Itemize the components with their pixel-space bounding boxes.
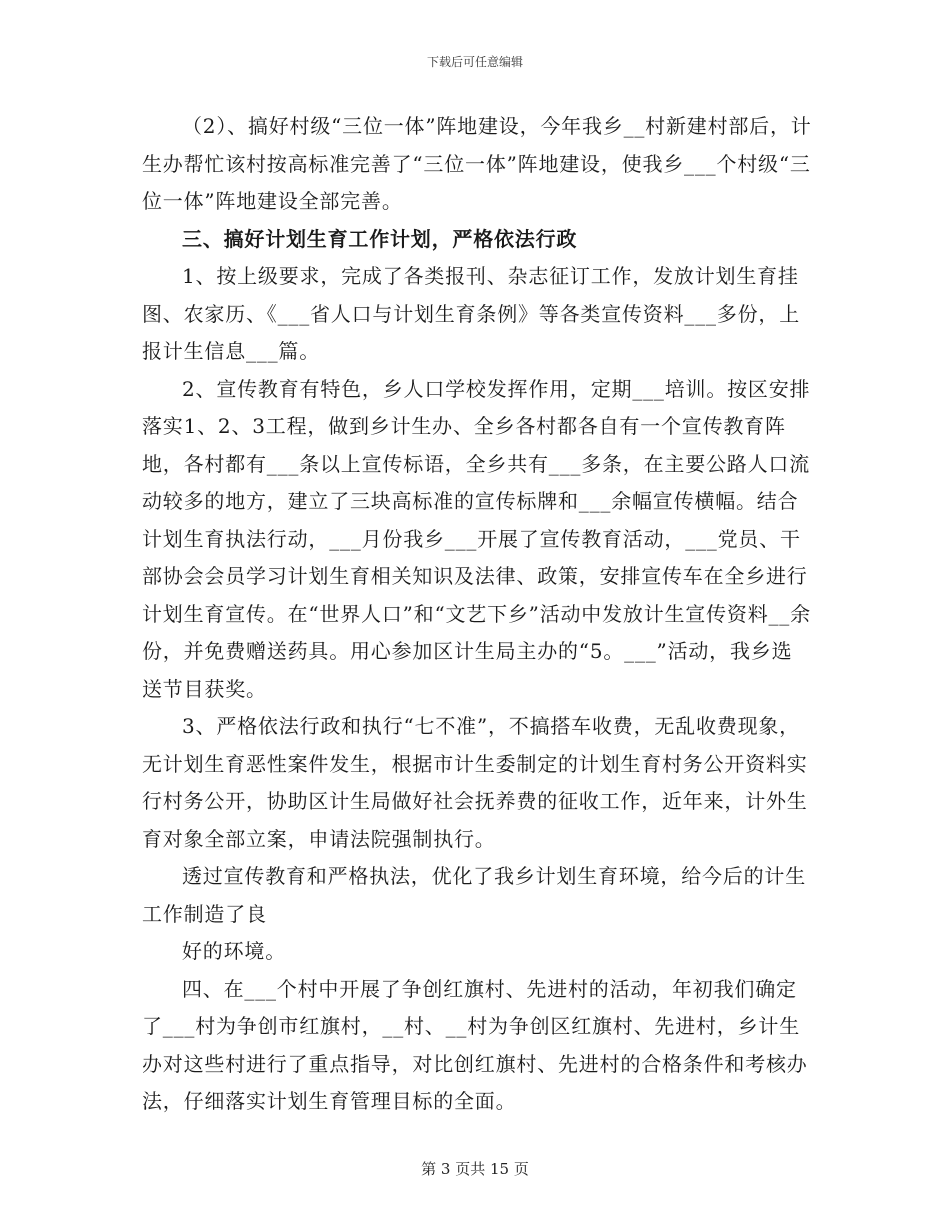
section-heading-3: 三、搞好计划生育工作计划，严格依法行政 (182, 226, 578, 251)
paragraph-3: 2、宣传教育有特色，乡人口学校发挥作用，定期___培训。按区安排落实1、2、3工程，做到乡计生办、全乡各村都各自有一个宣传教育阵地，各村都有___条以上宣传标语，全乡共有___多条，在主要公路人口流动较多的地方，建立了三块高标准的宣传标牌和___余幅宣传横幅。结合计划生育执法行动，___月份我乡___开展了宣传教育活动，___党员、干部协会会员学习计划生育相关知识及法律、政策，安排宣传车在全乡进行计划生育宣传。在“世界人口”和“文艺下乡”活动中发放计生宣传资料__余份，并免费赠送药具。用心参加区计生局主办的“5。___”活动，我乡选送节目获奖。 (142, 376, 811, 701)
paragraph-7: 四、在___个村中开展了争创红旗村、先进村的活动，年初我们确定了___村为争创市红旗村，__村、__村为争创区红旗村、先进村，乡计生办对这些村进行了重点指导，对比创红旗村、先进村的合格条件和考核办法，仔细落实计划生育管理目标的全面。 (142, 976, 808, 1113)
paragraph-6: 好的环境。 (182, 939, 286, 963)
paragraph-2: 1、按上级要求，完成了各类报刊、杂志征订工作，发放计划生育挂图、农家历、《___省人口与计划生育条例》等各类宣传资料___多份，上报计生信息___篇。 (142, 264, 800, 363)
page-header: 下载后可任意编辑 (426, 55, 523, 69)
paragraph-5: 透过宣传教育和严格执法，优化了我乡计划生育环境，给今后的计生工作制造了良 (142, 864, 806, 926)
document-body (142, 108, 812, 1121)
page-footer: 第 3 页共 15 页 (421, 1160, 529, 1178)
paragraph-1: （2）、搞好村级“三位一体”阵地建设，今年我乡__村新建村部后，计生办帮忙该村按高标准完善了“三位一体”阵地建设，使我乡___个村级“三位一体”阵地建设全部完善。 (142, 114, 812, 213)
paragraph-4: 3、严格依法行政和执行“七不准”，不搞搭车收费，无乱收费现象，无计划生育恶性案件发生，根据市计生委制定的计划生育村务公开资料实行村务公开，协助区计生局做好社会抚养费的征收工作，近年来，计外生育对象全部立案，申请法院强制执行。 (142, 714, 808, 851)
